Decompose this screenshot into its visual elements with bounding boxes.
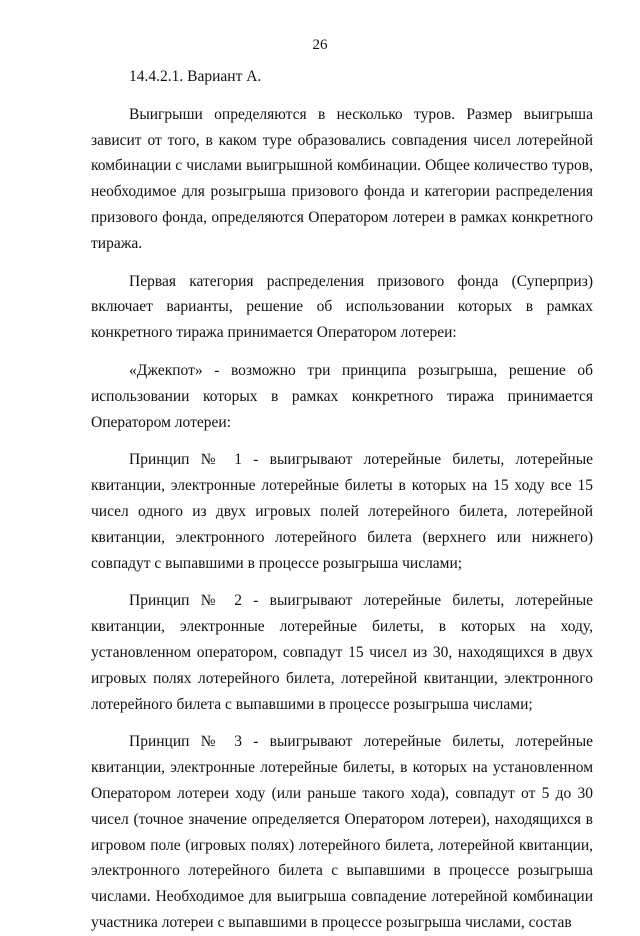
paragraph-rounds: Выигрыши определяются в несколько туров. Размер выигрыша зависит от того, в каком туре образовались совпадения чисел лотерейной комбинации с числами выигрышной комбинации. Общее количество туров, необходимое для розыгрыша призового фонда и категории распределения призового фонда, определяются Оператором лотереи в рамках конкретного тиража.	[91, 105, 593, 252]
paragraph-first-category: Первая категория распределения призового фонда (Суперприз) включает варианты, решение об использовании которых в рамках конкретного тиража принимается Оператором лотереи:	[91, 272, 593, 342]
document-body	[91, 64, 593, 936]
section-heading: 14.4.2.1. Вариант А.	[129, 68, 262, 85]
paragraph-principle-2: Принцип № 2 - выигрывают лотерейные билеты, лотерейные квитанции, электронные лотерейные билеты, в которых на ходу, установленном оператором, совпадут 15 чисел из 30, находящихся в двух игровых полях лотерейного билета, лотерейной квитанции, электронного лотерейного билета с выпавшими в процессе розыгрыша числами;	[91, 592, 593, 713]
paragraph-principle-1: Принцип № 1 - выигрывают лотерейные билеты, лотерейные квитанции, электронные лотерейные билеты в которых на 15 ходу все 15 чисел одного из двух игровых полей лотерейного билета, лотерейной квитанции, электронного лотерейного билета (верхнего или нижнего) совпадут с выпавшими в процессе розыгрыша числами;	[91, 451, 593, 572]
paragraph-jackpot: «Джекпот» - возможно три принципа розыгрыша, решение об использовании которых в рамках конкретного тиража принимается Оператором лотереи:	[91, 361, 593, 431]
paragraph-principle-3: Принцип № 3 - выигрывают лотерейные билеты, лотерейные квитанции, электронные лотерейные билеты, в которых на установленном Оператором лотереи ходу (или раньше такого хода), совпадут от 5 до 30 чисел (точное значение определяется Оператором лотереи), находящихся в игровом поле (игровых полях) лотерейного билета, лотерейной квитанции, электронного лотерейного билета с выпавшими в процессе розыгрыша числами. Необходимое для выигрыша совпадение лотерейной комбинации участника лотереи с выпавшими в процессе розыгрыша числами, состав	[91, 733, 593, 931]
page-number: 26	[312, 37, 328, 53]
